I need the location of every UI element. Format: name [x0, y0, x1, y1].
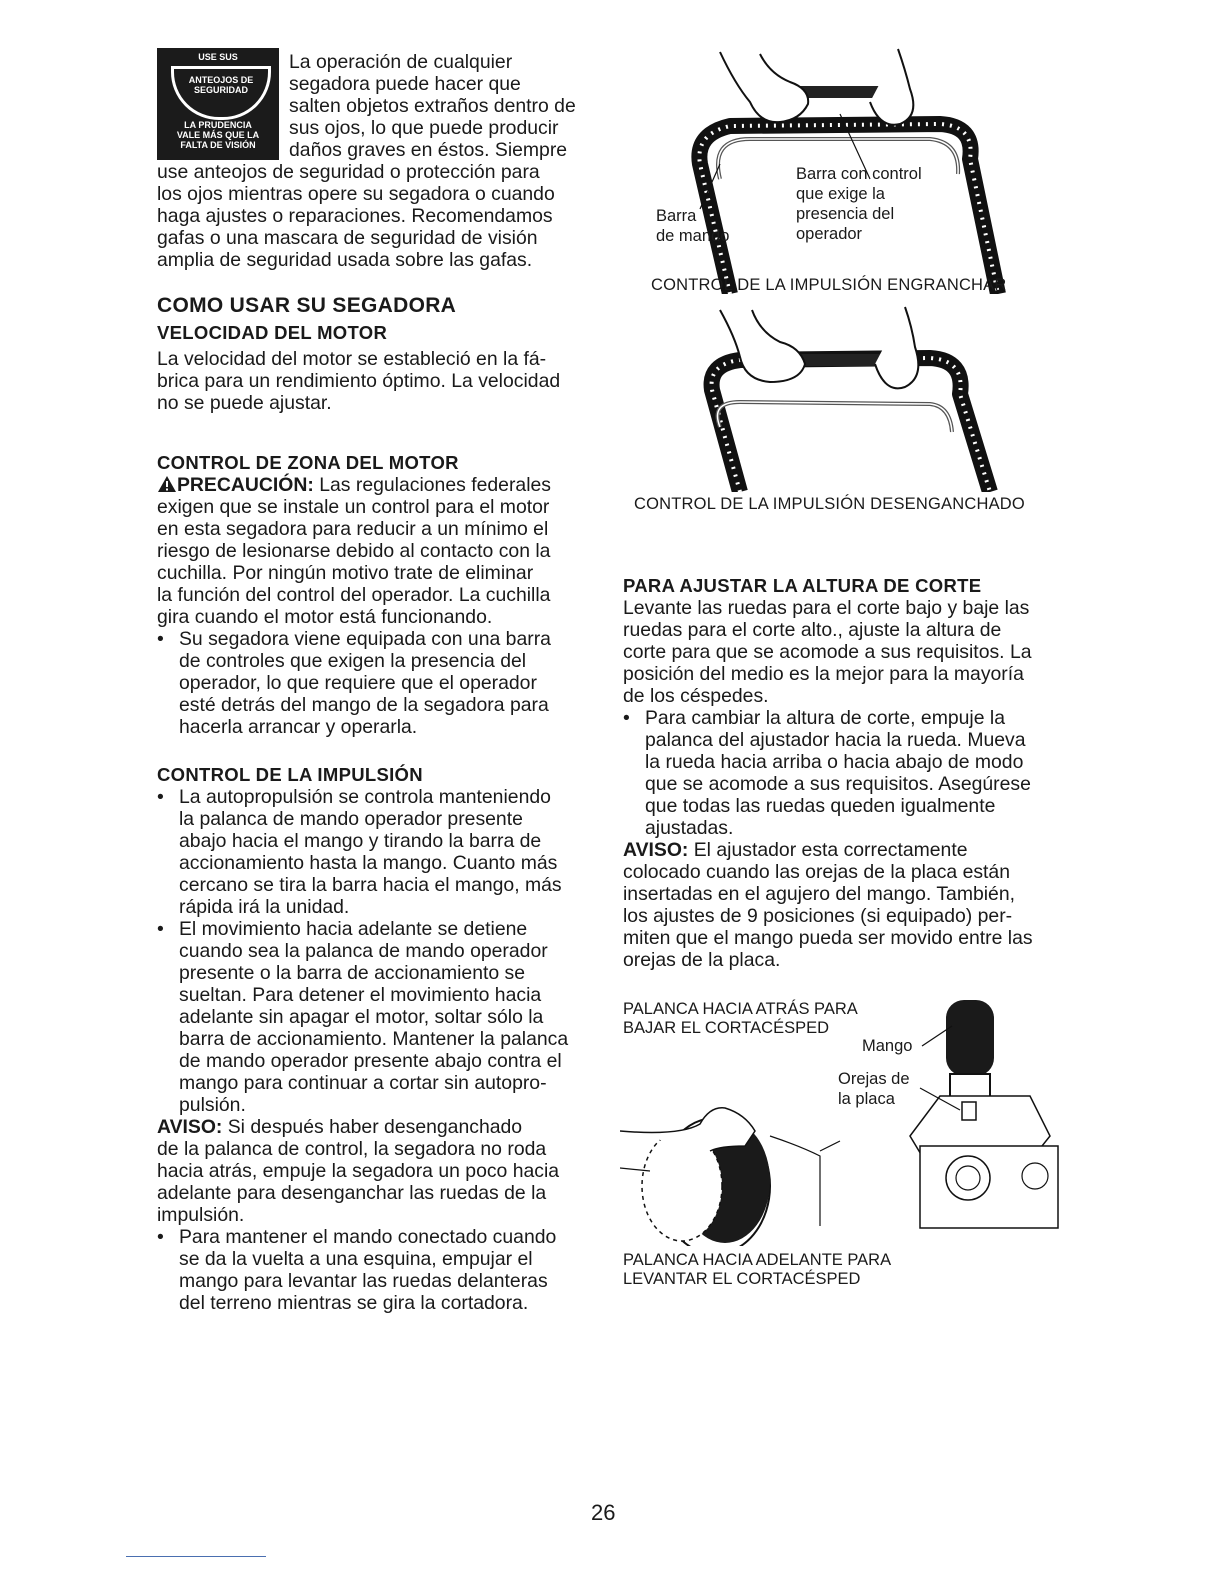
bullet-line: Para mantener el mando conectado cuando — [179, 1226, 557, 1248]
bullet-line: la palanca de mando operador presente — [179, 808, 523, 830]
footer-rule — [126, 1556, 266, 1557]
impulsion-text — [157, 786, 568, 1314]
aviso-line: hacia atrás, empuje la segadora un poco hacia — [157, 1160, 560, 1182]
zona-line: exigen que se instale un control para el motor — [157, 496, 550, 518]
fig3-mango-label: Mango — [862, 1037, 913, 1055]
altura-aviso — [623, 839, 1033, 861]
badge-line2a: ANTEOJOS DE — [188, 75, 254, 85]
badge-line3a: LA PRUDENCIA — [184, 120, 252, 130]
fig3-bottom-line: PALANCA HACIA ADELANTE PARA — [623, 1251, 892, 1269]
altura-line: de los céspedes. — [623, 685, 769, 707]
bullet-line: Su segadora viene equipada con una barra — [179, 628, 551, 650]
impulsion-bullet-3: • Para mantener el mando conectado cuando se da la vuelta a una esquina, empujar el mango para levantar las ruedas delanteras del terreno mientras se gira la cortadora. — [157, 1226, 568, 1314]
bullet-line: hacerla arrancar y operarla. — [179, 716, 418, 738]
aviso-line: adelante para desenganchar las ruedas de la — [157, 1182, 547, 1204]
bullet-line: presente o la barra de accionamiento se — [179, 962, 526, 984]
aviso-line: de la palanca de control, la segadora no roda — [157, 1138, 547, 1160]
fig3-top-line: BAJAR EL CORTACÉSPED — [623, 1019, 830, 1037]
zona-heading: CONTROL DE ZONA DEL MOTOR — [157, 452, 459, 473]
intro-line: daños graves en éstos. Siempre — [289, 139, 568, 161]
zona-text — [157, 474, 551, 738]
velocidad-heading: VELOCIDAD DEL MOTOR — [157, 322, 388, 343]
bullet-line: ajustadas. — [645, 817, 734, 839]
bullet-line: cuando sea la palanca de mando operador — [179, 940, 548, 962]
intro-line: los ojos mientras opere su segadora o cuando — [157, 183, 555, 205]
fig1-label-barra: Barra — [656, 207, 697, 225]
aviso-line: miten que el mango pueda ser movido entre las — [623, 927, 1033, 949]
bullet-line: operador, lo que requiere que el operador — [179, 672, 537, 694]
bullet-line: abajo hacia el mango y tirando la barra de — [179, 830, 542, 852]
bullet-line: del terreno mientras se gira la cortadora. — [179, 1292, 529, 1314]
goggles-icon — [171, 66, 271, 120]
intro-line: sus ojos, lo que puede producir — [289, 117, 559, 139]
altura-line: corte para que se acomode a sus requisitos. La — [623, 641, 1032, 663]
page-number: 26 — [591, 1500, 616, 1525]
zona-line: riesgo de lesionarse debido al contacto con la — [157, 540, 551, 562]
impulsion-aviso — [157, 1116, 568, 1138]
aviso-label: AVISO: — [623, 839, 689, 861]
bullet-dot: • — [157, 628, 164, 650]
aviso-line: colocado cuando las orejas de la placa están — [623, 861, 1010, 883]
precaucion-first: Las regulaciones federales — [319, 474, 551, 496]
intro-line: amplia de seguridad usada sobre las gafas. — [157, 249, 533, 271]
badge-line1: USE SUS — [198, 52, 238, 62]
bullet-line: de controles que exigen la presencia del — [179, 650, 527, 672]
impulsion-heading: CONTROL DE LA IMPULSIÓN — [157, 764, 423, 785]
fig3-top-line: PALANCA HACIA ATRÁS PARA — [623, 1000, 858, 1018]
intro-wrap-top — [289, 51, 576, 161]
zona-line: en esta segadora para reducir a un mínimo el — [157, 518, 549, 540]
bullet-line: esté detrás del mango de la segadora para — [179, 694, 549, 716]
velocidad-text — [157, 348, 560, 414]
altura-bullet: • Para cambiar la altura de corte, empuje la palanca del ajustador hacia la rueda. Mueva la rueda hacia arriba o hacia abajo de modo que se acomode a sus requisitos. Asegúrese que todas las ruedas queden igualmente ajustadas. — [623, 707, 1031, 839]
bullet-line: barra de accionamiento. Mantener la palanca — [179, 1028, 569, 1050]
aviso-line: insertadas en el agujero del mango. También, — [623, 883, 1016, 905]
bullet-line: rápida irá la unidad. — [179, 896, 350, 918]
badge-line3b: VALE MÁS QUE LA — [176, 130, 260, 140]
intro-line: use anteojos de seguridad o protección para — [157, 161, 540, 183]
handle-engaged-figure — [640, 44, 1040, 294]
bullet-line: mango para levantar las ruedas delanteras — [179, 1270, 548, 1292]
impulsion-bullet-1: • La autopropulsión se controla manteniendo la palanca de mando operador presente abajo hacia el mango y tirando la barra de accionamiento hasta la mango. Cuanto más cercano se tira la barra hacia el mango, más rápida irá la unidad. — [157, 786, 568, 918]
bullet-line: Para cambiar la altura de corte, empuje la — [645, 707, 1005, 729]
badge-line3c: FALTA DE VISIÓN — [180, 140, 256, 150]
bullet-line: sueltan. Para detener el movimiento hacia — [179, 984, 542, 1006]
bullet-line: cercano se tira la barra hacia el mango, más — [179, 874, 562, 896]
safety-glasses-badge — [157, 48, 279, 160]
altura-text — [623, 597, 1033, 971]
badge-line2b: SEGURIDAD — [193, 85, 248, 95]
intro-wrap-bottom — [157, 161, 555, 271]
bullet-line: que se acomode a sus requisitos. Asegúrese — [645, 773, 1031, 795]
bullet-line: se da la vuelta a una esquina, empujar el — [179, 1248, 533, 1270]
impulsion-bullet-2: • El movimiento hacia adelante se detiene cuando sea la palanca de mando operador presente o la barra de accionamiento se sueltan. Para detener el movimiento hacia adelante sin apagar el motor, soltar sólo la barra de accionamiento. Mantener la palanca de mando operador presente abajo contra el mango para continuar a cortar sin autopro- pulsión. — [157, 918, 569, 1116]
bullet-line: La autopropulsión se controla manteniendo — [179, 786, 551, 808]
bullet-line: la rueda hacia arriba o hacia abajo de modo — [645, 751, 1024, 773]
bullet-line: palanca del ajustador hacia la rueda. Mueva — [645, 729, 1026, 751]
fig1-label-control: operador — [796, 225, 863, 243]
bullet-line: de mando operador presente abajo contra el — [179, 1050, 562, 1072]
bullet-line: pulsión. — [179, 1094, 246, 1116]
altura-line: ruedas para el corte alto., ajuste la altura de — [623, 619, 1002, 641]
fig1-caption: CONTROL DE LA IMPULSIÓN ENGRANCHAR — [651, 276, 1007, 294]
fig3-bottom-line: LEVANTAR EL CORTACÉSPED — [623, 1270, 861, 1288]
aviso-first: El ajustador esta correctamente — [693, 839, 968, 861]
fig1-label-de-mando: de mando — [656, 227, 730, 245]
intro-line: La operación de cualquier — [289, 51, 513, 73]
altura-line: posición del medio es la mejor para la mayoría — [623, 663, 1024, 685]
aviso-line: orejas de la placa. — [623, 949, 781, 971]
aviso-line: impulsión. — [157, 1204, 245, 1226]
intro-line: gafas o una mascara de seguridad de visión — [157, 227, 538, 249]
velocidad-line: La velocidad del motor se estableció en la fá- — [157, 348, 547, 370]
fig3-orejas-label: la placa — [838, 1090, 895, 1108]
fig1-label-control: que exige la — [796, 185, 885, 203]
zona-line: la función del control del operador. La cuchilla — [157, 584, 551, 606]
bullet-line: adelante sin apagar el motor, soltar sólo la — [179, 1006, 544, 1028]
aviso-line: los ajustes de 9 posiciones (si equipado) per- — [623, 905, 1013, 927]
intro-line: haga ajustes o reparaciones. Recomendamos — [157, 205, 553, 227]
fig1-label-control: presencia del — [796, 205, 895, 223]
fig1-label-control: Barra con control — [796, 165, 922, 183]
precaucion-label: PRECAUCIÓN: — [177, 474, 314, 496]
fig3-orejas-label: Orejas de — [838, 1070, 910, 1088]
intro-line: segadora puede hacer que — [289, 73, 521, 95]
como-usar-heading: COMO USAR SU SEGADORA — [157, 294, 457, 317]
zona-line: cuchilla. Por ningún motivo trate de eliminar — [157, 562, 534, 584]
bullet-line: accionamiento hasta la mango. Cuanto más — [179, 852, 558, 874]
precaucion-line — [157, 474, 551, 496]
velocidad-line: no se puede ajustar. — [157, 392, 332, 414]
handle-disengaged-figure — [680, 302, 1040, 492]
bullet-line: que todas las ruedas queden igualmente — [645, 795, 996, 817]
bullet-line: El movimiento hacia adelante se detiene — [179, 918, 528, 940]
zona-bullet — [157, 628, 551, 738]
zona-line: gira cuando el motor está funcionando. — [157, 606, 493, 628]
fig2-caption: CONTROL DE LA IMPULSIÓN DESENGANCHADO — [634, 495, 1025, 513]
altura-line: Levante las ruedas para el corte bajo y baje las — [623, 597, 1030, 619]
aviso-first: Si después haber desenganchado — [227, 1116, 523, 1138]
fig3-bottom-label — [623, 1251, 891, 1289]
warning-triangle-icon — [157, 475, 177, 493]
aviso-label: AVISO: — [157, 1116, 223, 1138]
altura-heading: PARA AJUSTAR LA ALTURA DE CORTE — [623, 575, 982, 596]
bullet-line: mango para continuar a cortar sin autopro- — [179, 1072, 547, 1094]
intro-line: salten objetos extraños dentro de — [289, 95, 576, 117]
height-adjuster-figure — [620, 996, 1060, 1246]
velocidad-line: brica para un rendimiento óptimo. La velocidad — [157, 370, 561, 392]
